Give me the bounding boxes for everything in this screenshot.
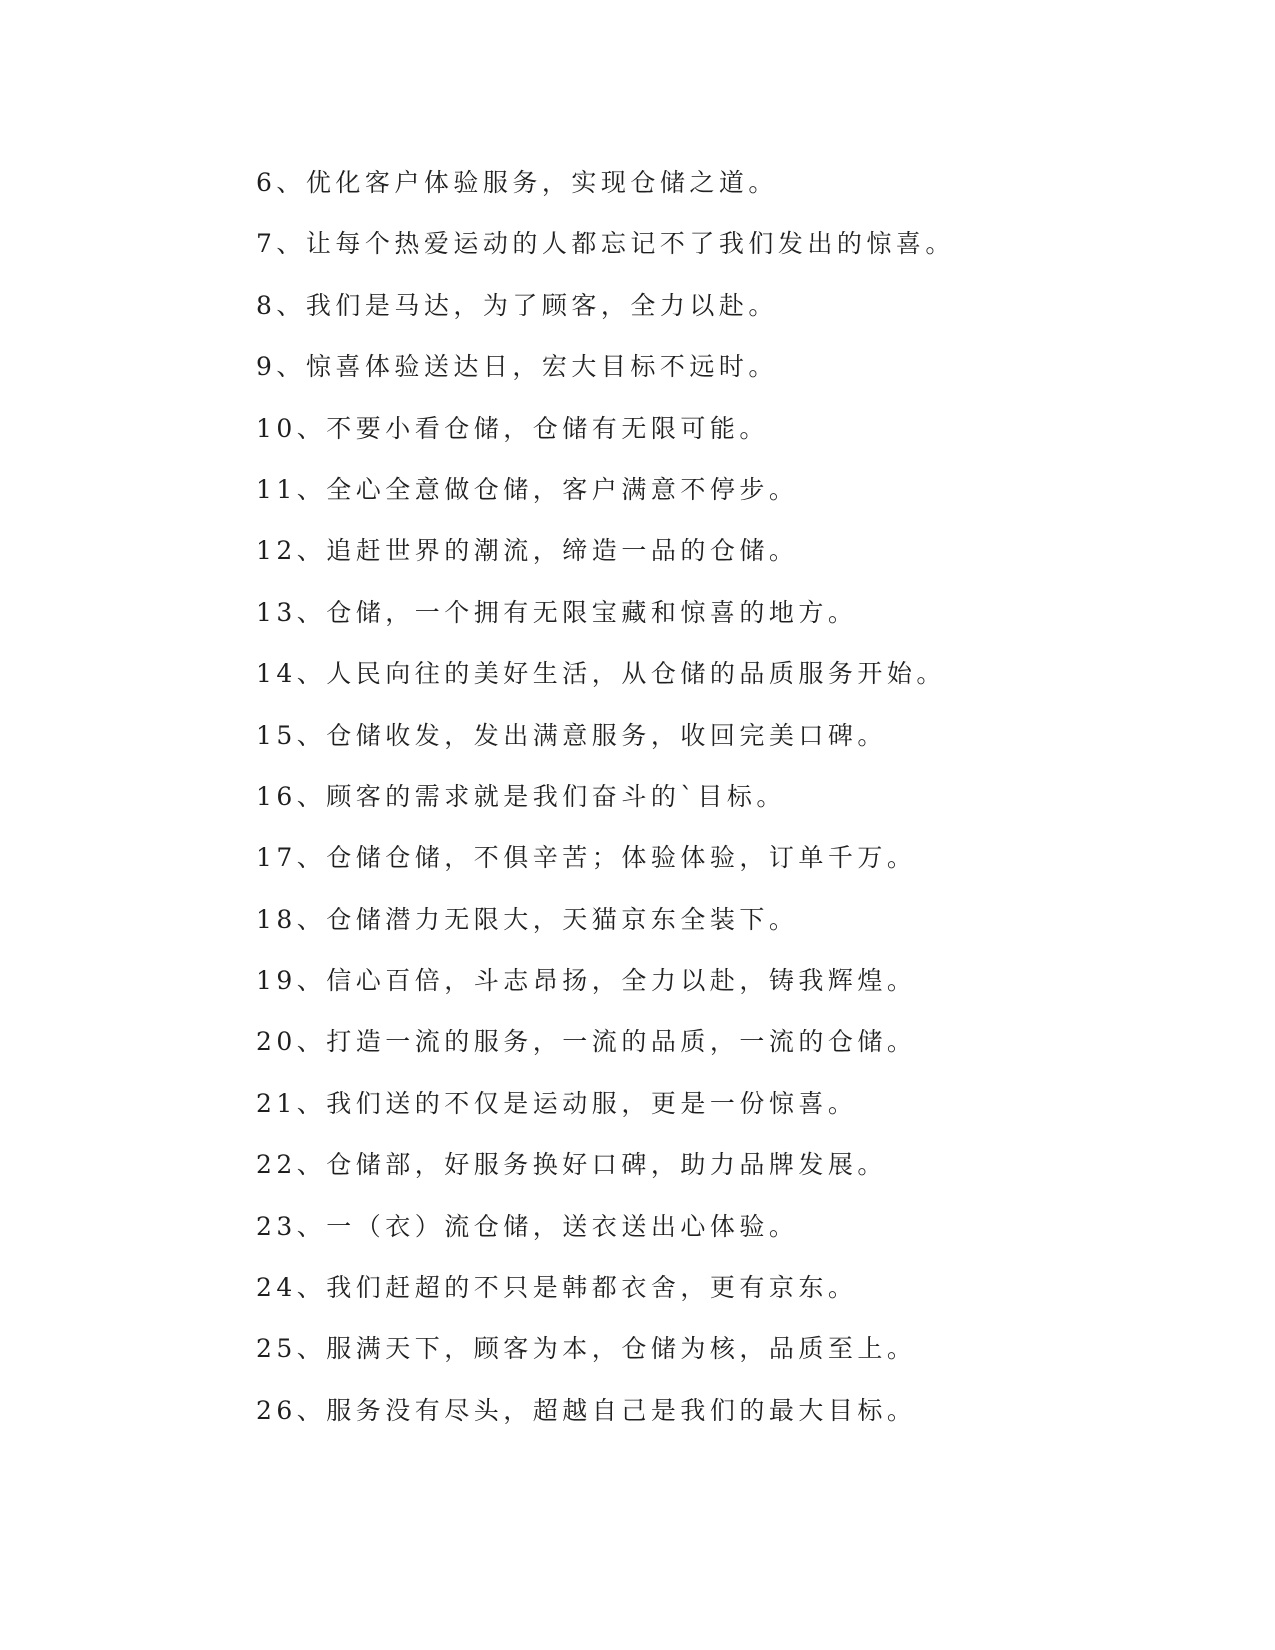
- slogan-line-24: 24、我们赶超的不只是韩都衣舍，更有京东。: [256, 1273, 858, 1303]
- slogan-line-23: 23、一（衣）流仓储，送衣送出心体验。: [256, 1211, 799, 1241]
- slogan-line-16: 16、顾客的需求就是我们奋斗的`目标。: [256, 781, 786, 811]
- slogan-line-18: 18、仓储潜力无限大，天猫京东全装下。: [256, 904, 799, 934]
- slogan-line-19: 19、信心百倍，斗志昂扬，全力以赴，铸我辉煌。: [256, 966, 917, 996]
- slogan-line-22: 22、仓储部，好服务换好口碑，助力品牌发展。: [256, 1150, 887, 1180]
- slogan-line-12: 12、追赶世界的潮流，缔造一品的仓储。: [256, 536, 799, 566]
- slogan-list: [256, 164, 1156, 1453]
- slogan-line-20: 20、打造一流的服务，一流的品质，一流的仓储。: [256, 1027, 917, 1057]
- slogan-line-15: 15、仓储收发，发出满意服务，收回完美口碑。: [256, 720, 887, 750]
- slogan-line-21: 21、我们送的不仅是运动服，更是一份惊喜。: [256, 1088, 858, 1118]
- slogan-line-26: 26、服务没有尽头，超越自己是我们的最大目标。: [256, 1395, 917, 1425]
- slogan-line-6: 6、优化客户体验服务，实现仓储之道。: [256, 168, 778, 197]
- slogan-line-8: 8、我们是马达，为了顾客，全力以赴。: [256, 290, 778, 320]
- slogan-line-25: 25、服满天下，顾客为本，仓储为核，品质至上。: [256, 1334, 917, 1364]
- slogan-line-14: 14、人民向往的美好生活，从仓储的品质服务开始。: [256, 659, 946, 689]
- slogan-line-17: 17、仓储仓储，不俱辛苦；体验体验，订单千万。: [256, 843, 917, 873]
- slogan-line-7: 7、让每个热爱运动的人都忘记不了我们发出的惊喜。: [256, 229, 955, 259]
- slogan-line-13: 13、仓储，一个拥有无限宝藏和惊喜的地方。: [256, 597, 858, 627]
- slogan-line-11: 11、全心全意做仓储，客户满意不停步。: [256, 474, 799, 504]
- slogan-line-9: 9、惊喜体验送达日，宏大目标不远时。: [256, 352, 778, 382]
- slogan-line-10: 10、不要小看仓储，仓储有无限可能。: [256, 413, 769, 443]
